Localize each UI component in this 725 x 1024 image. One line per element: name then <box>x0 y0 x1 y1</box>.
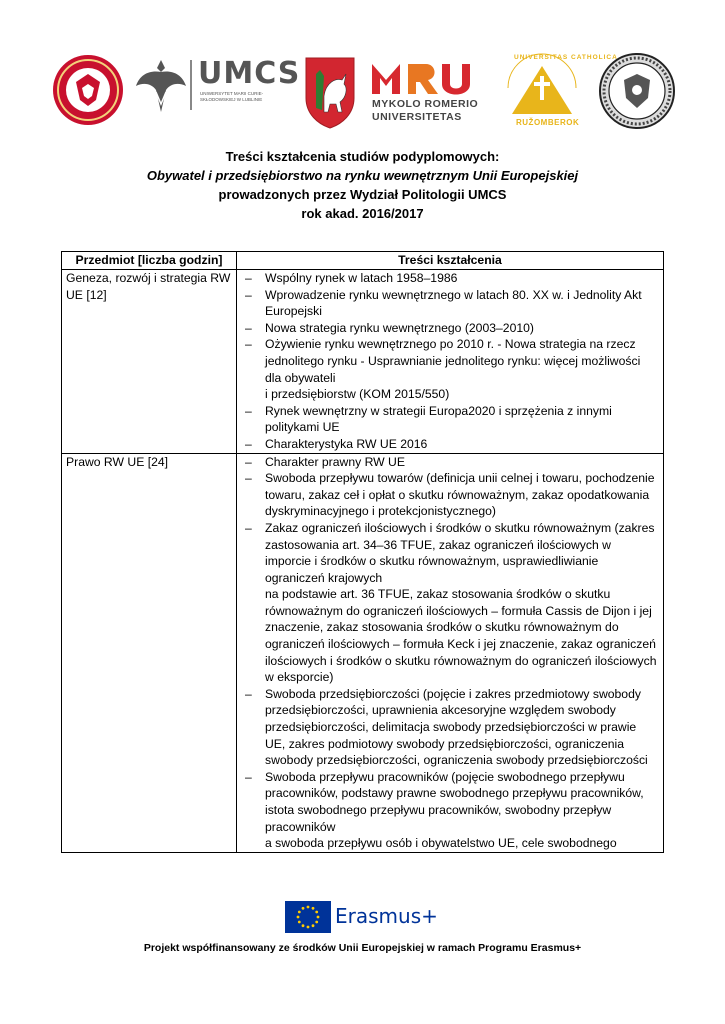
list-item: – Charakter prawny RW UE <box>241 454 659 471</box>
university-seal-red-logo <box>52 52 124 128</box>
catholica-arc-text: UNIVERSITAS CATHOLICA <box>514 54 618 61</box>
eu-flag-icon <box>285 901 331 933</box>
list-item-continuation: a swoboda przepływu osób i obywatelstwo UE, cele swobodnego <box>265 836 617 851</box>
list-item: – Nowa strategia rynku wewnętrznego (2003–2010) <box>241 320 659 337</box>
curriculum-table <box>61 251 664 853</box>
list-item-continuation: i przedsiębiorstw (KOM 2015/550) <box>265 387 450 402</box>
umcs-wordmark: UMCS <box>198 56 301 91</box>
funding-note: Projekt współfinansowany ze środków Unii Europejskiej w ramach Programu Erasmus+ <box>143 942 582 954</box>
document-title <box>60 147 665 223</box>
header-subject: Przedmiot [liczba godzin] <box>62 252 237 270</box>
title-line-4: rok akad. 2016/2017 <box>301 206 424 221</box>
title-line-3: prowadzonych przez Wydział Politologii UMCS <box>218 187 507 202</box>
subject-cell: Prawo RW UE [24] <box>62 453 237 852</box>
university-seal-bw-logo <box>598 52 676 130</box>
content-cell <box>237 270 664 454</box>
header-content: Treści kształcenia <box>237 252 664 270</box>
list-item <box>241 769 659 852</box>
list-item: – Swoboda przepływu towarów (definicja unii celnej i towaru, pochodzenie towaru, zakaz ceł i opłat o skutku równoważnym, zakaz opodatkowania dyskryminacyjnego i protekcjonistycznego) <box>241 470 659 520</box>
list-item-text: Ożywienie rynku wewnętrznego po 2010 r. - Nowa strategia na rzecz jednolitego rynku - Usprawnianie jednolitego rynku: więcej możliwości dla obywateli <box>265 337 641 385</box>
title-line-1: Treści kształcenia studiów podyplomowych: <box>225 149 500 164</box>
title-line-2: Obywatel i przedsiębiorstwo na rynku wewnętrznym Unii Europejskiej <box>146 168 579 183</box>
mru-name-line2: UNIVERSITETAS <box>372 111 462 123</box>
table-row <box>62 453 664 852</box>
list-item: – Swoboda przedsiębiorczości (pojęcie i zakres przedmiotowy swobody przedsiębiorczości, uprawnienia akcesoryjne względem swobody przedsiębiorczości, delimitacja swobody przedsiębiorczości w prawie UE, zakres podmiotowy swobody przedsiębiorczości, ograniczenia swobody przedsiębiorczości, ograniczenia swobody przedsiębiorczości <box>241 686 659 769</box>
list-item-text: Zakaz ograniczeń ilościowych i środków o skutku równoważnym (zakres zastosowania art. 34–36 TFUE, zakaz ograniczeń ilościowych w imporcie i środków o skutku równoważnym, usprawiedliwianie ograniczeń krajowych <box>265 520 655 585</box>
erasmus-plus-logo <box>285 900 445 934</box>
content-cell <box>237 453 664 852</box>
topic-list <box>241 270 659 453</box>
mru-name-line1: MYKOLO ROMERIO <box>372 98 479 110</box>
erasmus-wordmark: Erasmus+ <box>335 904 438 928</box>
list-item: – Wspólny rynek w latach 1958–1986 <box>241 270 659 287</box>
list-item-continuation: na podstawie art. 36 TFUE, zakaz stosowania środków o skutku równoważnym do ograniczeń ilościowych – formuła Cassis de Dijon i jej znaczenie, zakaz stosowania środków o skutku równoważnym do ograniczeń ilościowych – formuła Keck i jej znaczenie, zakaz ograniczeń ilościowych i środków o skutku równoważnym do ograniczeń ilościowych w eksporcie) <box>265 587 657 685</box>
umcs-subtitle: UNIWERSYTET MARII CURIE-SKŁODOWSKIEJ W LUBLINIE <box>200 91 264 102</box>
umcs-eagle-icon <box>134 56 188 118</box>
catholica-city-text: RUŽOMBEROK <box>516 118 580 127</box>
table-row <box>62 270 664 454</box>
list-item: – Rynek wewnętrzny w strategii Europa2020 i sprzężenia z innymi politykami UE <box>241 403 659 436</box>
table-header-row <box>62 252 664 270</box>
subject-cell: Geneza, rozwój i strategia RW UE [12] <box>62 270 237 454</box>
header-logos <box>52 48 682 136</box>
mru-logo-mark <box>370 60 476 96</box>
topic-list <box>241 454 659 852</box>
lublin-coat-of-arms-logo <box>302 52 358 130</box>
list-item <box>241 336 659 402</box>
list-item: – Wprowadzenie rynku wewnętrznego w latach 80. XX w. i Jednolity Akt Europejski <box>241 287 659 320</box>
list-item <box>241 520 659 686</box>
list-item-text: Swoboda przepływu pracowników (pojęcie swobodnego przepływu pracowników, podstawy prawne swobodnego przepływu pracowników, istota swobodnego przepływu pracowników, swobodny przepływ pracowników <box>265 769 644 834</box>
list-item: – Charakterystyka RW UE 2016 <box>241 436 659 453</box>
